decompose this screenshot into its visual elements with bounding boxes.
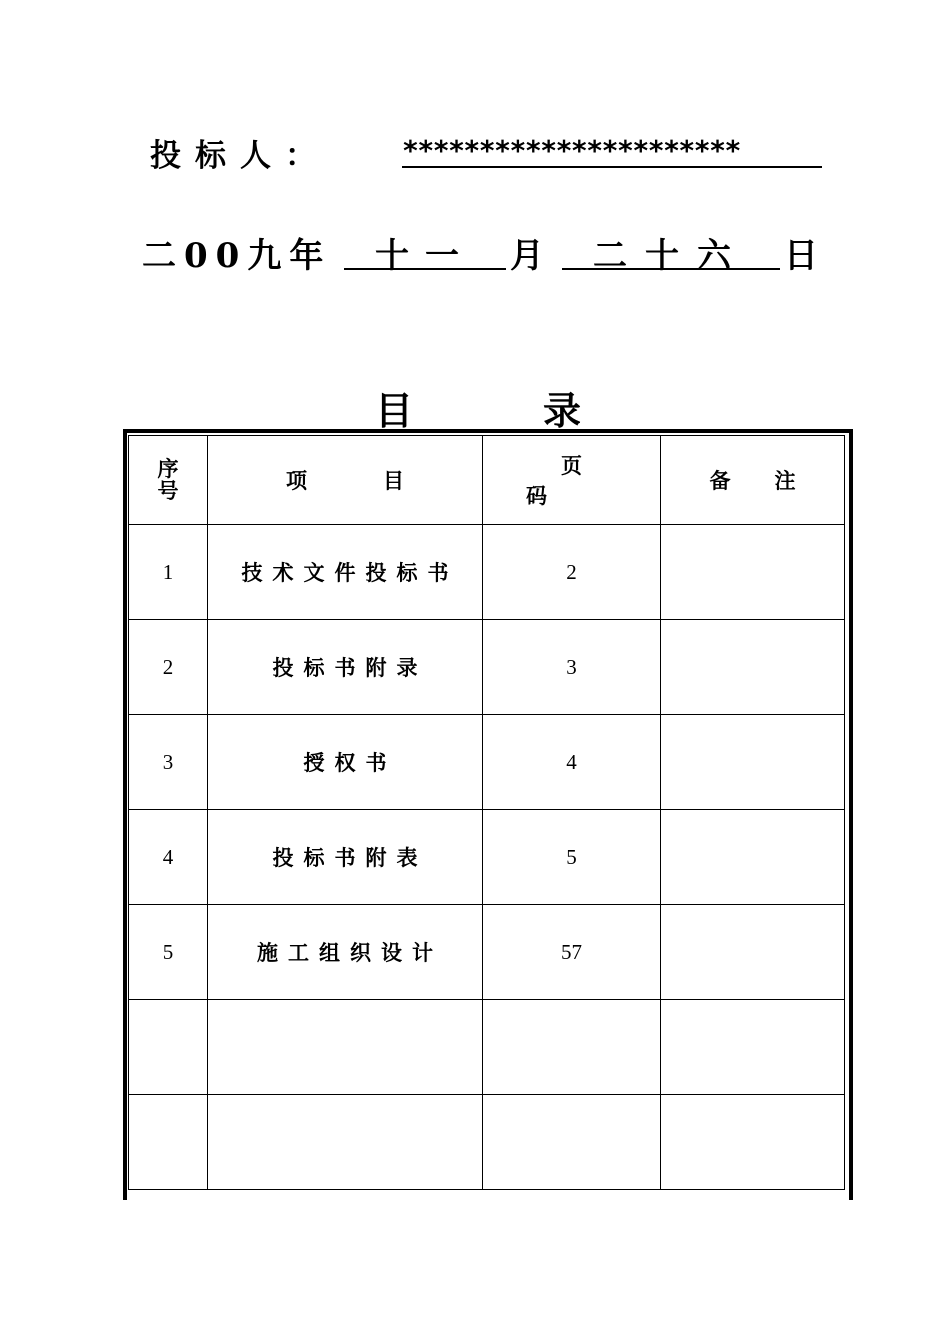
header-seq: 序号 [157,455,179,503]
row-seq: 5 [129,905,208,1000]
row-item: 技术文件投标书 [241,560,459,585]
bidder-label: 投标人： [150,138,330,174]
date-year: 二00九年 [142,236,332,276]
row-page: 57 [483,905,661,1000]
table-row [129,1000,845,1095]
date-day: 二十六 [562,228,780,270]
header-item-cell [208,436,483,525]
row-item [340,1130,350,1155]
row-note [661,1095,845,1190]
row-page: 5 [483,810,661,905]
date-month: 十一 [344,228,506,270]
table-row [129,905,845,1000]
row-seq: 3 [129,715,208,810]
row-item [340,1035,350,1060]
bidder-value: ********************** [402,136,822,168]
date-month-char: 月 [510,236,544,276]
row-seq: 2 [129,620,208,715]
row-item-cell [208,1000,483,1095]
header-page: 页码 [526,453,652,508]
row-page: 3 [483,620,661,715]
row-note [661,525,845,620]
row-item: 施工组织设计 [257,940,443,965]
table-row [129,1095,845,1190]
toc-header-row [129,436,845,525]
row-item-cell [208,1095,483,1190]
row-page [483,1000,661,1095]
row-seq: 1 [129,525,208,620]
row-item-cell [208,715,483,810]
row-note [661,905,845,1000]
row-seq: 4 [129,810,208,905]
table-row [129,620,845,715]
row-item-cell [208,810,483,905]
row-seq [129,1000,208,1095]
date-row [142,228,842,278]
row-item: 授权书 [303,750,397,775]
table-row [129,525,845,620]
date-day-char: 日 [784,236,818,276]
row-item-cell [208,525,483,620]
header-item: 项目 [286,468,480,493]
row-item: 投标书附表 [272,845,428,870]
row-page [483,1095,661,1190]
header-seq-cell [129,436,208,525]
row-item-cell [208,620,483,715]
row-page: 4 [483,715,661,810]
row-item: 投标书附录 [272,655,428,680]
toc-title: 目录 [375,388,712,433]
row-note [661,715,845,810]
row-page: 2 [483,525,661,620]
row-note [661,1000,845,1095]
row-note [661,810,845,905]
header-note: 备注 [709,468,840,493]
row-note [661,620,845,715]
header-note-cell [661,436,845,525]
row-seq [129,1095,208,1190]
toc-table [128,435,845,1190]
header-page-cell [483,436,661,525]
table-row [129,715,845,810]
row-item-cell [208,905,483,1000]
bidder-row [150,128,830,172]
table-row [129,810,845,905]
